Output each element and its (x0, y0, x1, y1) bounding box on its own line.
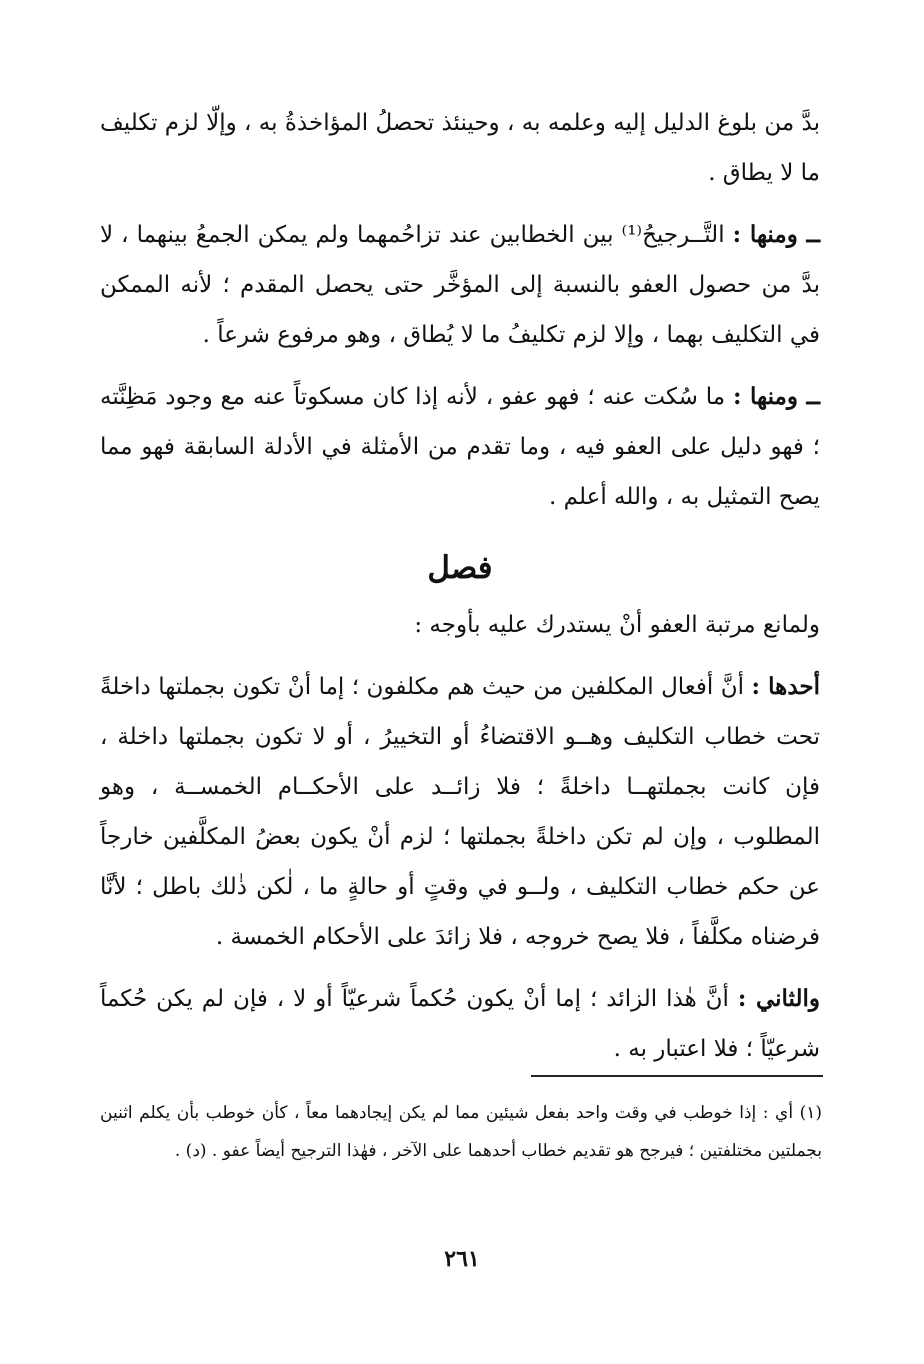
paragraph-4-text: ولمانع مرتبة العفو أنْ يستدرك عليه بأوجه : (414, 612, 820, 638)
paragraph-5-text: أنَّ أفعال المكلفين من حيث هم مكلفون ؛ إما أنْ تكون بجملتها داخلةً تحت خطاب التكليف وهــو الاقتضاءُ أو التخييرُ ، أو لا تكون بجملتها داخلة ، فإن كانت بجملتهــا داخلةً ؛ فلا زائــد على الأحكــام الخمســة ، وهو المطلوب ، وإن لم تكن داخلةً بجملتها ؛ لزم أنْ يكون بعضُ المكلَّفين خارجاً عن حكم خطاب التكليف ، ولــو في وقتٍ أو حالةٍ ما ، لٰكن ذٰلك باطل ؛ لأنَّا فرضناه مكلَّفاً ، فلا يصح خروجه ، فلا زائدَ على الأحكام الخمسة . (100, 674, 820, 950)
paragraph-6-lead: والثاني : (737, 985, 820, 1012)
paragraph-5-lead: أحدها : (751, 673, 820, 700)
page-number: ٢٦١ (444, 1246, 480, 1272)
paragraph-5 (100, 662, 820, 962)
paragraph-2 (100, 210, 820, 360)
paragraph-2-text: التَّــرجيحُ⁽¹⁾ بين الخطابين عند تزاحُمهما ولم يمكن الجمعُ بينهما ، لا بدَّ من حصول العفو بالنسبة إلى المؤخَّر حتى يحصل المقدم ؛ لأنه الممكن في التكليف بهما ، وإلا لزم تكليفُ ما لا يُطاق ، وهو مرفوع شرعاً . (100, 222, 820, 348)
paragraph-6 (100, 974, 820, 1074)
footnote-text: (١) أي : إذا خوطب في وقت واحد بفعل شيئين مما لم يكن إيجادهما معاً ، كأن خوطب بأن يكلم اثنين بجملتين مختلفتين ؛ فيرجح هو تقديم خطاب أحدهما على الآخر ، فهٰذا الترجيح أيضاً عفو . (د) . (100, 1103, 822, 1161)
paragraph-1 (100, 98, 820, 198)
section-heading: فصل (427, 550, 493, 586)
paragraph-3-text: ما سُكت عنه ؛ فهو عفو ، لأنه إذا كان مسكوتاً عنه مع وجود مَظِنَّته ؛ فهو دليل على العفو فيه ، وما تقدم من الأمثلة في الأدلة السابقة فهو مما يصح التمثيل به ، والله أعلم . (100, 384, 820, 510)
paragraph-4 (100, 600, 820, 650)
paragraph-3 (100, 372, 820, 522)
footnote-divider (531, 1075, 823, 1077)
footnote (100, 1094, 822, 1170)
paragraph-2-lead: ــ ومنها : (732, 221, 820, 248)
paragraph-3-lead: ــ ومنها : (732, 383, 820, 410)
paragraph-1-text: بدَّ من بلوغ الدليل إليه وعلمه به ، وحينئذ تحصلُ المؤاخذةُ به ، وإلّا لزم تكليف ما لا يطاق . (100, 110, 820, 186)
main-text (100, 98, 820, 1074)
paragraph-6-text: أنَّ هٰذا الزائد ؛ إما أنْ يكون حُكماً شرعيّاً أو لا ، فإن لم يكن حُكماً شرعيّاً ؛ فلا اعتبار به . (100, 986, 820, 1062)
